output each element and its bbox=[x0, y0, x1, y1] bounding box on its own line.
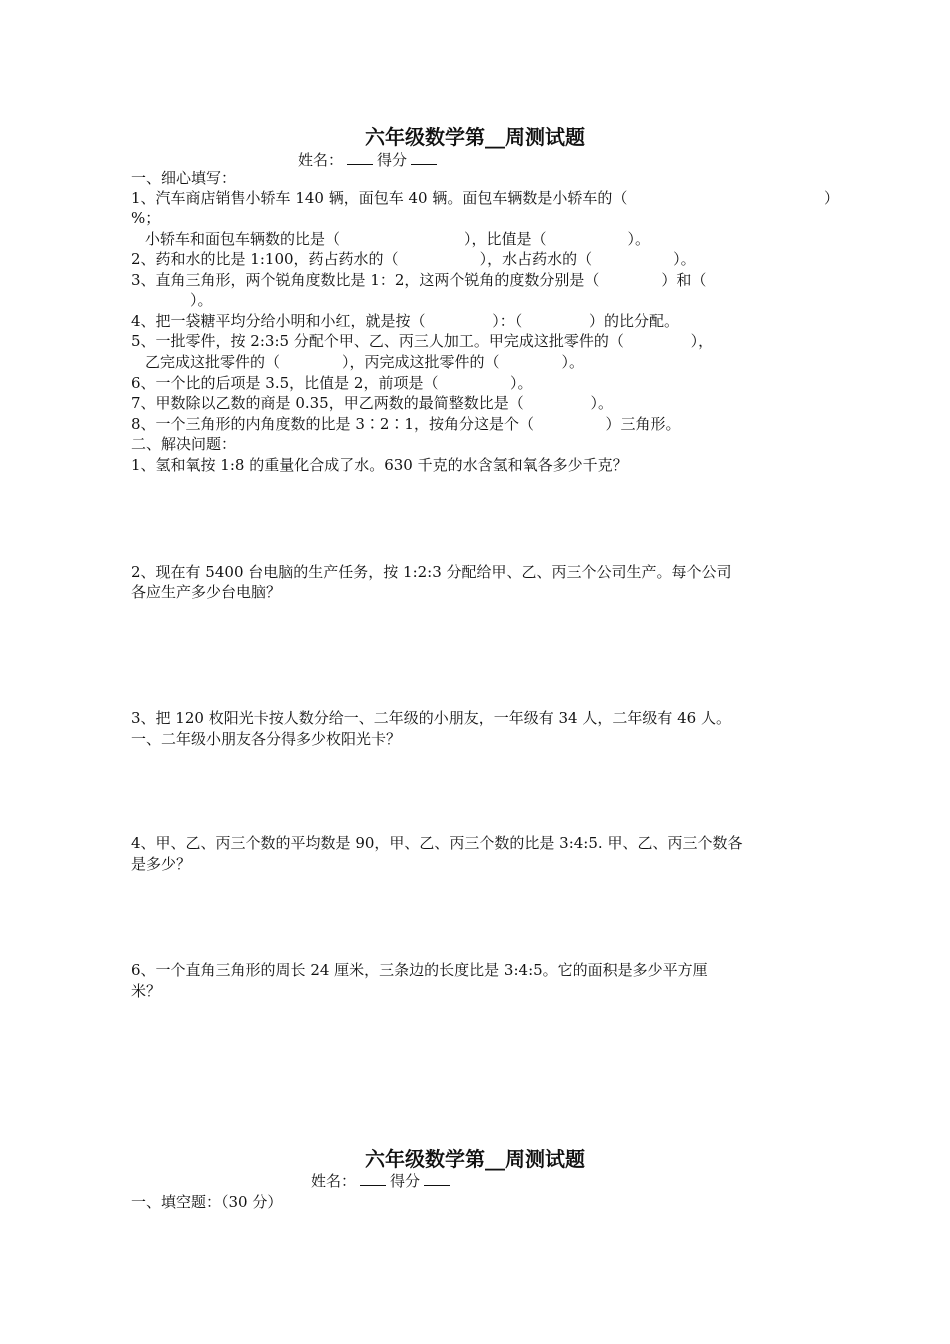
problem-4-line-1: 4、甲、乙、丙三个数的平均数是 90，甲、乙、丙三个数的比是 3:4:5. 甲、乙、丙三个数各 bbox=[131, 834, 743, 852]
problem-6-line-2: 米？ bbox=[131, 982, 162, 1000]
question-3-line-1: 3、直角三角形，两个锐角度数比是 1：2，这两个锐角的度数分别是（ ）和（ bbox=[131, 271, 707, 289]
problem-3-line-1: 3、把 120 枚阳光卡按人数分给一、二年级的小朋友，一年级有 34 人，二年级有 46 人。 bbox=[131, 709, 731, 727]
second-page-title: 六年级数学第__周测试题 bbox=[365, 1147, 585, 1171]
score-blank bbox=[411, 151, 437, 165]
second-name-blank bbox=[360, 1172, 386, 1186]
section-2-heading: 二、解决问题： bbox=[131, 435, 237, 453]
question-8: 8、一个三角形的内角度数的比是 3∶2∶1，按角分这是个（ ）三角形。 bbox=[131, 415, 681, 433]
section-3-heading: 一、填空题：（30 分） bbox=[131, 1193, 283, 1211]
question-1-line-1: 1、汽车商店销售小轿车 140 辆，面包车 40 辆。面包车辆数是小轿车的（ bbox=[131, 189, 628, 207]
question-5-line-1: 5、一批零件，按 2:3:5 分配个甲、乙、丙三人加工。甲完成这批零件的（ ）， bbox=[131, 332, 714, 350]
section-1-heading: 一、细心填写： bbox=[131, 169, 237, 187]
name-label: 姓名： bbox=[298, 151, 344, 169]
question-5-line-2: 乙完成这批零件的（ ），丙完成这批零件的（ ）。 bbox=[145, 353, 584, 371]
question-2: 2、药和水的比是 1:100，药占药水的（ ），水占药水的（ ）。 bbox=[131, 250, 696, 268]
problem-1: 1、氢和氧按 1:8 的重量化合成了水。630 千克的水含氢和氧各多少千克？ bbox=[131, 456, 628, 474]
question-4: 4、把一袋糖平均分给小明和小红，就是按（ ）：（ ）的比分配。 bbox=[131, 312, 680, 330]
question-1-line-2: %； bbox=[131, 209, 161, 227]
second-score-label: 得分 bbox=[390, 1172, 421, 1190]
second-name-score-line bbox=[311, 1171, 454, 1191]
problem-2-line-1: 2、现在有 5400 台电脑的生产任务，按 1:2:3 分配给甲、乙、丙三个公司生产。每个公司 bbox=[131, 563, 732, 581]
name-blank bbox=[347, 151, 373, 165]
problem-2-line-2: 各应生产多少台电脑？ bbox=[131, 583, 282, 601]
second-name-label: 姓名： bbox=[311, 1172, 357, 1190]
question-1-line-3: 小轿车和面包车辆数的比是（ ），比值是（ ）。 bbox=[145, 230, 651, 248]
score-label: 得分 bbox=[377, 151, 408, 169]
question-1-right-paren: ） bbox=[824, 189, 840, 207]
question-3-line-2: ）。 bbox=[190, 291, 213, 309]
page-title: 六年级数学第__周测试题 bbox=[365, 125, 585, 149]
problem-6-line-1: 6、一个直角三角形的周长 24 厘米，三条边的长度比是 3:4:5。它的面积是多少平方厘 bbox=[131, 961, 708, 979]
second-score-blank bbox=[424, 1172, 450, 1186]
name-score-line bbox=[298, 150, 441, 170]
question-7: 7、甲数除以乙数的商是 0.35，甲乙两数的最简整数比是（ ）。 bbox=[131, 394, 613, 412]
problem-4-line-2: 是多少？ bbox=[131, 855, 192, 873]
problem-3-line-2: 一、二年级小朋友各分得多少枚阳光卡？ bbox=[131, 730, 402, 748]
question-6: 6、一个比的后项是 3.5，比值是 2，前项是（ ）。 bbox=[131, 374, 533, 392]
